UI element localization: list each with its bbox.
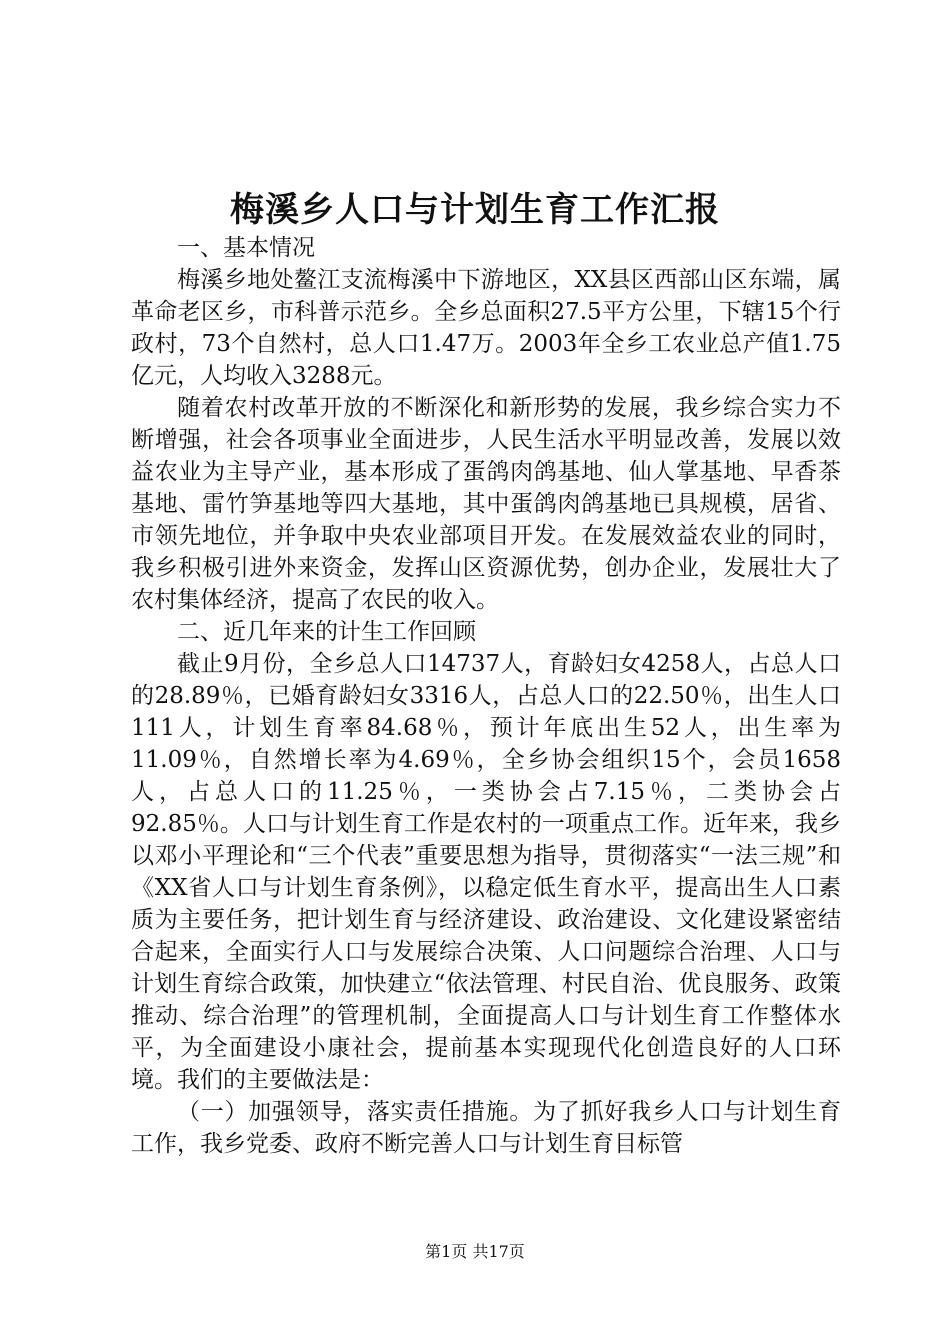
paragraph: 随着农村改革开放的不断深化和新形势的发展，我乡综合实力不断增强，社会各项事业全面进步，人民生活水平明显改善，发展以效益农业为主导产业，基本形成了蛋鸽肉鸽基地、仙人掌基地、早香茶基地、雷竹笋基地等四大基地，其中蛋鸽肉鸽基地已具规模，居省、市领先地位，并争取中央农业部项目开发。在发展效益农业的同时，我乡积极引进外来资金，发挥山区资源优势，创办企业，发展壮大了农村集体经济，提高了农民的收入。 [131, 395, 841, 613]
section-heading-review: 二、近几年来的计生工作回顾 [177, 619, 476, 645]
document-title: 梅溪乡人口与计划生育工作汇报 [230, 190, 720, 230]
document-body [131, 232, 841, 1160]
page-footer: 第1页 共17页 [425, 1242, 525, 1261]
paragraph: 截止9月份，全乡总人口14737人，育龄妇女4258人，占总人口的28.89％，已婚育龄妇女3316人，占总人口的22.50％，出生人口111人，计划生育率84.68％，预计年底出生52人，出生率为11.09％，自然增长率为4.69％，全乡协会组织15个，会员1658人，占总人口的11.25％，一类协会占7.15％，二类协会占92.85％。人口与计划生育工作是农村的一项重点工作。近年来，我乡以邓小平理论和“三个代表”重要思想为指导，贯彻落实“一法三规”和《XX省人口与计划生育条例》，以稳定低生育水平，提高出生人口素质为主要任务，把计划生育与经济建设、政治建设、文化建设紧密结合起来，全面实行人口与发展综合决策、人口问题综合治理、人口与计划生育综合政策，加快建立“依法管理、村民自治、优良服务、政策推动、综合治理”的管理机制，全面提高人口与计划生育工作整体水平，为全面建设小康社会，提前基本实现现代化创造良好的人口环境。我们的主要做法是： [131, 651, 841, 1093]
section-heading-basic-info: 一、基本情况 [177, 235, 315, 261]
paragraph: 梅溪乡地处鳌江支流梅溪中下游地区，XX县区西部山区东端，属革命老区乡，市科普示范乡。全乡总面积27.5平方公里，下辖15个行政村，73个自然村，总人口1.47万。2003年全乡工农业总产值1.75亿元，人均收入3288元。 [131, 267, 841, 389]
paragraph: （一）加强领导，落实责任措施。为了抓好我乡人口与计划生育工作，我乡党委、政府不断完善人口与计划生育目标管 [131, 1099, 841, 1157]
